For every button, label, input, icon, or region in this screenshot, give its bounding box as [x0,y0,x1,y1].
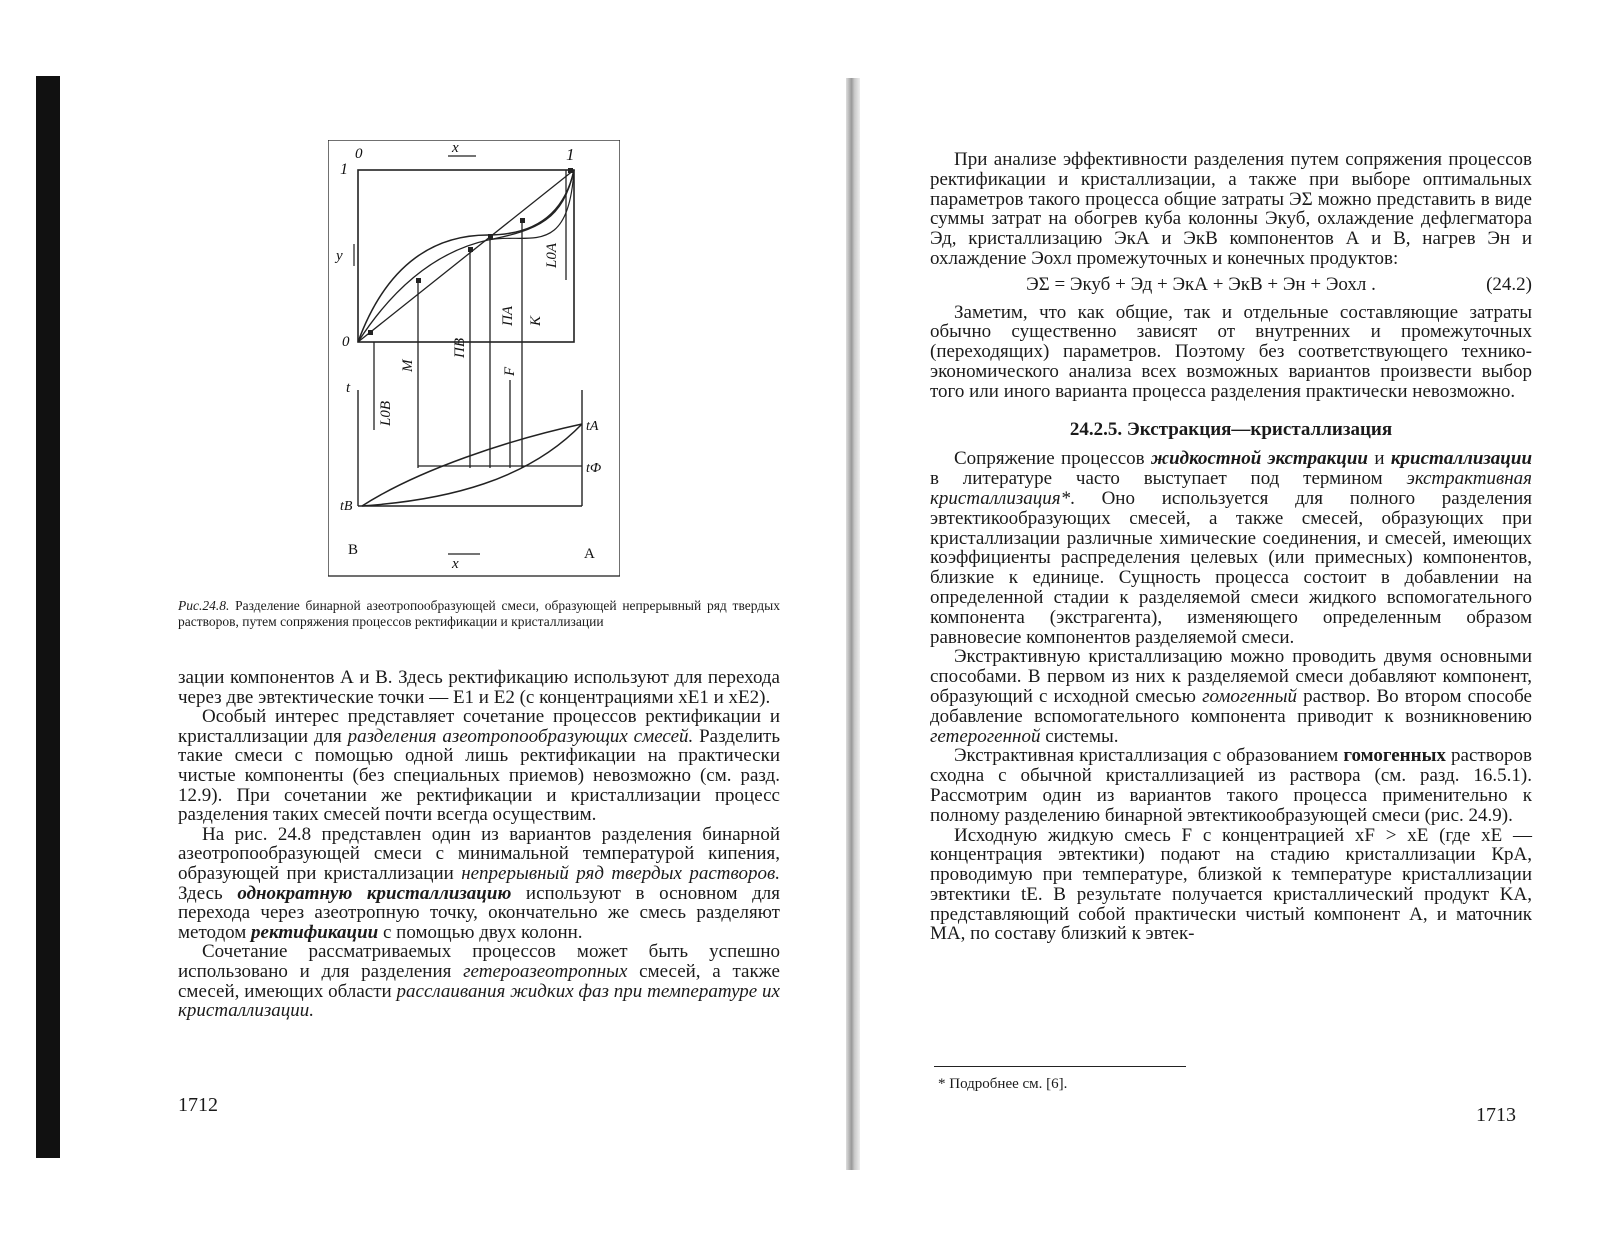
formula-number: (24.2) [1486,273,1532,295]
footnote: * Подробнее см. [6]. [938,1076,1068,1092]
right-paragraph-3: Сопряжение процессов жидкостной экстракции и кристаллизации в литературе часто выступает под термином экстрактивная кристаллизация*. Оно используется для полного разделения эвтектикообразующих смесей, а также смесей, образующих при кристаллизации различные химические соединения, и смесей, имеющих коэффициенты распределения целевых (или примесных) компонентов, близкие к единице. Сущность процесса состоит в добавлении на определенной стадии к разделяемой смеси жидкого вспомогательного компонента (экстрагента), изменяющего определенным образом равновесие компонентов разделяемой смеси. [930,448,1533,648]
figure-24-8 [328,140,620,590]
fig-label-M: M [400,359,416,372]
formula-24-2 [930,275,1532,295]
fig-label-K: K [528,315,544,326]
figure-caption [178,598,780,630]
fig-label-top-x: x [452,140,459,156]
page-binding-shadow-left [36,76,60,1158]
page-binding-shadow-right [846,78,860,1170]
fig-label-bottom-x: x [452,556,459,572]
fig-label-y-axis-one: 1 [340,161,348,178]
right-paragraph-1: При анализе эффективности разделения путем сопряжения процессов ректификации и кристаллизации, а также при выборе оптимальных параметров такого процесса общие затраты ЭΣ можно представить в виде суммы затрат на обогрев куба колонны Экуб, охлаждение дефлегматора Эд, кристаллизацию ЭкА и ЭкВ компонентов А и В, нагрев Эн и охлаждение Эохл промежуточных и конечных продуктов: [930,149,1532,269]
fig-label-tA: tA [586,419,599,434]
right-page-text [930,150,1532,944]
fig-label-bottom-B: B [348,542,359,558]
left-paragraph-2: Особый интерес представляет сочетание процессов ректификации и кристаллизации для разделения азеотропообразующих смесей. Разделить такие смеси с помощью одной лишь ректификации на практически чистые компоненты (без специальных приемов) невозможно (см. разд. 12.9). При сочетании же ректификации и кристаллизации процесс разделения таких смесей почти всегда осуществим. [178,706,780,826]
fig-label-y-axis: y [336,248,343,264]
fig-label-tB: tB [340,499,353,514]
fig-label-tF: tФ [586,461,602,476]
fig-label-top-zero: 0 [355,146,363,162]
left-paragraph-4: Сочетание рассматриваемых процессов может быть успешно использовано и для разделения гетероазеотропных смесей, а также смесей, имеющих области расслаивания жидких фаз при температуре их кристаллизации. [178,941,780,1022]
fig-label-t-axis: t [346,380,351,396]
fig-label-F: F [502,366,518,376]
fig-label-PB: ПB [452,338,468,358]
footnote-divider [934,1066,1186,1067]
fig-label-top-one: 1 [566,145,575,164]
right-paragraph-6: Исходную жидкую смесь F с концентрацией xF > xE (где xE — концентрация эвтектики) подают на стадию кристаллизации КрА, проводимую при температуре, близкой к температуре кристаллизации эвтектики tE. В результате получается кристаллический продукт KA, представляющий собой практически чистый компонент А, и маточник MA, по составу близкий к эвтек- [930,824,1532,945]
fig-label-y-axis-zero: 0 [342,334,350,350]
fig-label-PA: ПA [500,306,516,326]
fig-label-bottom-A: A [584,546,595,562]
formula-body: ЭΣ = Экуб + Эд + ЭкА + ЭкВ + Эн + Эохл . [1026,273,1376,295]
left-paragraph-1: зации компонентов А и В. Здесь ректификацию используют для перехода через две эвтектические точки — E1 и E2 (с концентрациями xE1 и xE2). [178,667,780,708]
fig-label-L0A: L0A [544,242,560,268]
section-title: 24.2.5. Экстракция—кристаллизация [1069,418,1393,440]
fig-label-L0B: L0B [378,400,394,426]
figure-caption-text: Разделение бинарной азеотропообразующей смеси, образующей непрерывный ряд твердых растворов, путем сопряжения процессов ректификации и кристаллизации [178,598,780,629]
left-paragraph-3: На рис. 24.8 представлен один из вариантов разделения бинарной азеотропообразующей смеси с минимальной температурой кипения, образующей при кристаллизации непрерывный ряд твердых растворов. Здесь однократную кристаллизацию используют в основном для перехода через азеотропную точку, окончательно же смесь разделяют методом ректификации с помощью двух колонн. [178,823,780,943]
right-paragraph-2: Заметим, что как общие, так и отдельные составляющие затраты обычно существенно зависят от внутренних и промежуточных (переходящих) параметров. Поэтому без соответствующего технико-экономического анализа всех возможных вариантов произвести выбор того или иного варианта процесса разделения практически невозможно. [930,301,1532,402]
right-paragraph-4: Экстрактивную кристаллизацию можно проводить двумя основными способами. В первом из них к разделяемой смеси добавляют компонент, образующий с исходной смесью гомогенный раствор. Во втором способе добавление вспомогательного компонента приводит к возникновению гетерогенной системы. [930,646,1532,747]
left-page-text [178,668,780,1021]
right-paragraph-5: Экстрактивная кристаллизация с образованием гомогенных растворов сходна с обычной кристаллизацией из раствора (см. разд. 16.5.1). Рассмотрим один из вариантов такого процесса применительно к полному разделению бинарной эвтектикообразующей смеси (рис. 24.9). [930,745,1533,826]
page-number-right: 1713 [1476,1104,1516,1126]
figure-caption-label: Рис.24.8. [178,598,230,613]
page-number-left: 1712 [178,1094,218,1116]
